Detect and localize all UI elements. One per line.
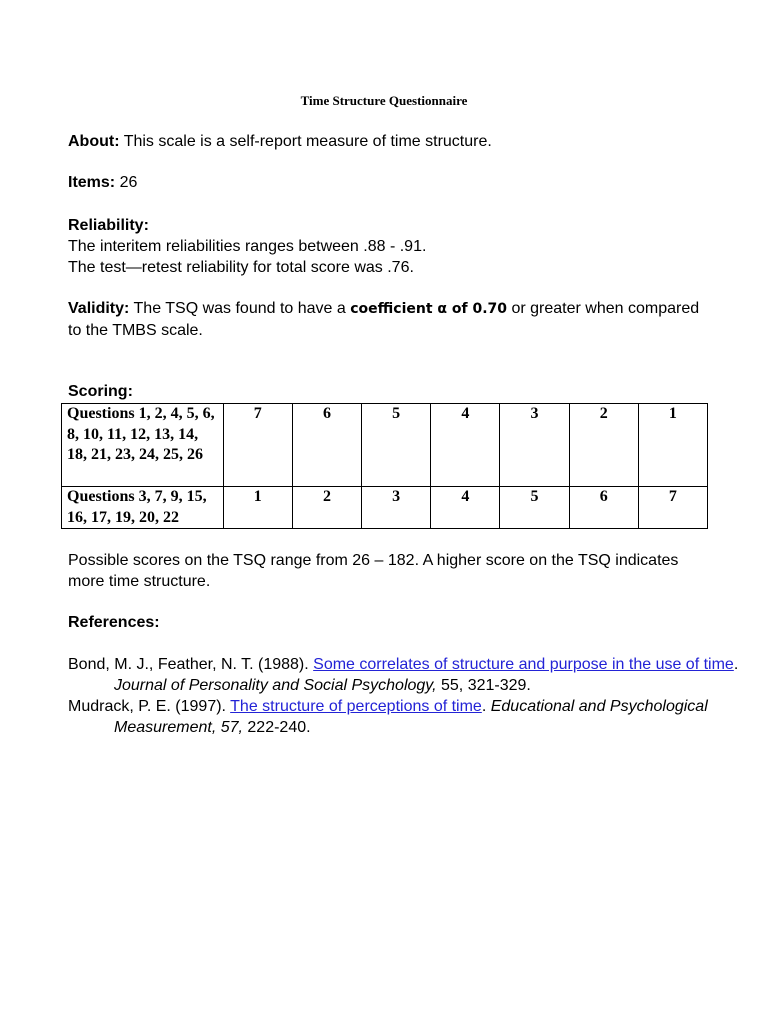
table-cell-questions: Questions 1, 2, 4, 5, 6, 8, 10, 11, 12, 13, 14, 18, 21, 23, 24, 25, 26 bbox=[62, 404, 224, 487]
table-cell-score: 6 bbox=[569, 487, 638, 529]
table-row bbox=[62, 487, 708, 529]
validity-coefficient: coefficient α of 0.70 bbox=[350, 301, 508, 317]
table-cell-score: 7 bbox=[638, 487, 707, 529]
table-cell-score: 2 bbox=[292, 487, 361, 529]
reliability-line-2: The test—retest reliability for total score was .76. bbox=[68, 259, 414, 276]
reliability-label: Reliability: bbox=[68, 217, 149, 234]
table-row bbox=[62, 404, 708, 487]
references-label: References: bbox=[68, 614, 160, 631]
reference-details: 222-240. bbox=[247, 719, 311, 736]
about-label: About: bbox=[68, 133, 120, 150]
reference-details: 55, 321-329. bbox=[441, 677, 531, 694]
table-cell-score: 3 bbox=[362, 487, 431, 529]
references-heading bbox=[68, 612, 708, 633]
possible-scores-text: Possible scores on the TSQ range from 26 – 182. A higher score on the TSQ indicates more time structure. bbox=[68, 552, 679, 590]
table-cell-score: 1 bbox=[223, 487, 292, 529]
validity-text-after: or greater when compared to the TMBS scale. bbox=[68, 300, 700, 339]
table-cell-score: 4 bbox=[431, 404, 500, 487]
validity-text-before: The TSQ was found to have a bbox=[133, 300, 346, 317]
reference-journal: Educational and Psychological Measurement, 57, bbox=[114, 698, 708, 736]
table-cell-questions: Questions 3, 7, 9, 15, 16, 17, 19, 20, 22 bbox=[62, 487, 224, 529]
items-label: Items: bbox=[68, 174, 116, 191]
items-value: 26 bbox=[119, 174, 138, 191]
reliability-line-1: The interitem reliabilities ranges between .88 - .91. bbox=[68, 238, 427, 255]
document-title: Time Structure Questionnaire bbox=[300, 93, 468, 108]
table-cell-score: 5 bbox=[500, 487, 569, 529]
table-cell-score: 6 bbox=[292, 404, 361, 487]
table-cell-score: 7 bbox=[223, 404, 292, 487]
scoring-heading bbox=[68, 381, 708, 402]
scoring-table bbox=[61, 403, 708, 529]
table-cell-score: 3 bbox=[500, 404, 569, 487]
table-cell-score: 2 bbox=[569, 404, 638, 487]
reference-item: Mudrack, P. E. (1997). The structure of perceptions of time. Educational and Psychological Measurement, 57, 222-240. bbox=[68, 698, 708, 736]
scoring-label: Scoring: bbox=[68, 383, 133, 400]
validity-section bbox=[68, 298, 708, 341]
reference-authors: Bond, M. J., Feather, N. T. (1988). bbox=[68, 656, 309, 673]
reference-link[interactable]: Some correlates of structure and purpose in the use of time bbox=[313, 656, 734, 673]
about-section bbox=[68, 131, 708, 152]
reference-authors: Mudrack, P. E. (1997). bbox=[68, 698, 226, 715]
items-section bbox=[68, 172, 708, 193]
about-text: This scale is a self-report measure of time structure. bbox=[123, 133, 492, 150]
reference-link[interactable]: The structure of perceptions of time bbox=[230, 698, 482, 715]
validity-label: Validity: bbox=[68, 300, 130, 317]
reliability-section bbox=[68, 215, 708, 278]
reference-journal: Journal of Personality and Social Psychology, bbox=[114, 677, 437, 694]
table-cell-score: 1 bbox=[638, 404, 707, 487]
table-cell-score: 5 bbox=[362, 404, 431, 487]
reference-item: Bond, M. J., Feather, N. T. (1988). Some correlates of structure and purpose in the use of time. Journal of Personality and Social Psychology, 55, 321-329. bbox=[68, 656, 739, 694]
table-cell-score: 4 bbox=[431, 487, 500, 529]
